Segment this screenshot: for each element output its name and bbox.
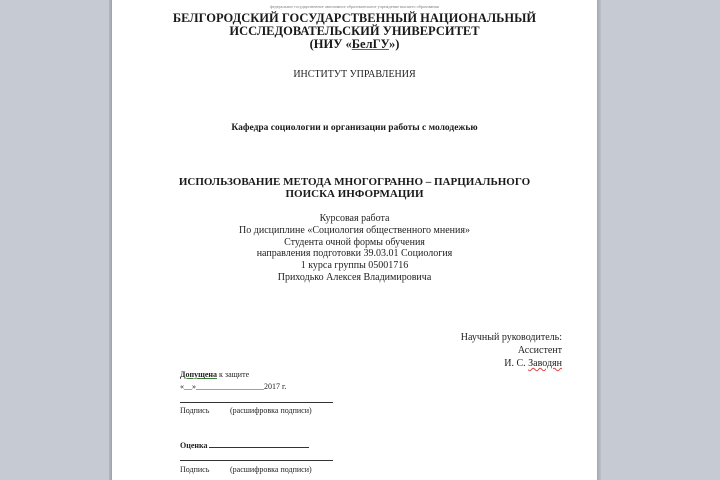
abbr-text: БелГУ (351, 37, 389, 51)
title-line-2: ПОИСКА ИНФОРМАЦИИ (285, 188, 424, 200)
supervisor-label: Научный руководитель: (460, 332, 562, 343)
info-line: Приходько Алексея Владимировича (277, 271, 432, 283)
supervisor-initials: И. С. (504, 358, 529, 369)
admission-label-rest: к защите (217, 370, 250, 379)
work-title (112, 176, 597, 200)
admission-date: «__»_________________2017 г. (180, 382, 287, 391)
work-info (112, 213, 597, 284)
info-line: По дисциплине «Социология общественного мнения» (239, 224, 470, 236)
supervisor-position: Ассистент (517, 345, 562, 356)
header-small-text: федеральное государственное автономное образовательное учреждение высшего образования (270, 4, 439, 9)
grade-signature-caption (180, 465, 312, 474)
university-name (112, 12, 597, 51)
department-name: Кафедра социологии и организации работы с молодежью (231, 123, 478, 133)
info-line: 1 курса группы 05001716 (300, 260, 409, 272)
signature-decode-label: (расшифровка подписи) (230, 465, 312, 474)
university-line-2: ИССЛЕДОВАТЕЛЬСКИЙ УНИВЕРСИТЕТ (229, 24, 480, 38)
institute-name: ИНСТИТУТ УПРАВЛЕНИЯ (293, 69, 416, 80)
info-line: Курсовая работа (319, 213, 390, 224)
info-line: направления подготовки 39.03.01 Социология (256, 248, 453, 260)
signature-decode-label: (расшифровка подписи) (230, 406, 312, 415)
admission-label-bold: Допущена (180, 370, 218, 379)
admission-signature-caption (180, 406, 312, 415)
supervisor-name (402, 357, 562, 370)
signature-line-1 (180, 402, 333, 403)
university-line-1: БЕЛГОРОДСКИЙ ГОСУДАРСТВЕННЫЙ НАЦИОНАЛЬНЫЙ (172, 11, 537, 25)
grade-label: Оценка (180, 441, 208, 450)
university-abbreviation (112, 38, 597, 51)
grade-field (180, 439, 309, 450)
abbr-suffix: ») (388, 37, 400, 51)
signature-label: Подпись (180, 465, 210, 474)
signature-line-2 (180, 460, 333, 461)
supervisor-surname: Заводян (528, 358, 562, 369)
abbr-prefix: (НИУ « (309, 37, 352, 51)
signature-label: Подпись (180, 406, 210, 415)
document-page[interactable] (112, 0, 597, 480)
grade-blank (209, 439, 309, 448)
admission-label (180, 370, 249, 379)
supervisor-block (402, 331, 562, 370)
info-line: Студента очной формы обучения (284, 236, 425, 248)
title-line-1: ИСПОЛЬЗОВАНИЕ МЕТОДА МНОГОГРАННО – ПАРЦИАЛЬНОГО (178, 176, 531, 188)
page-right-shadow (597, 0, 601, 480)
